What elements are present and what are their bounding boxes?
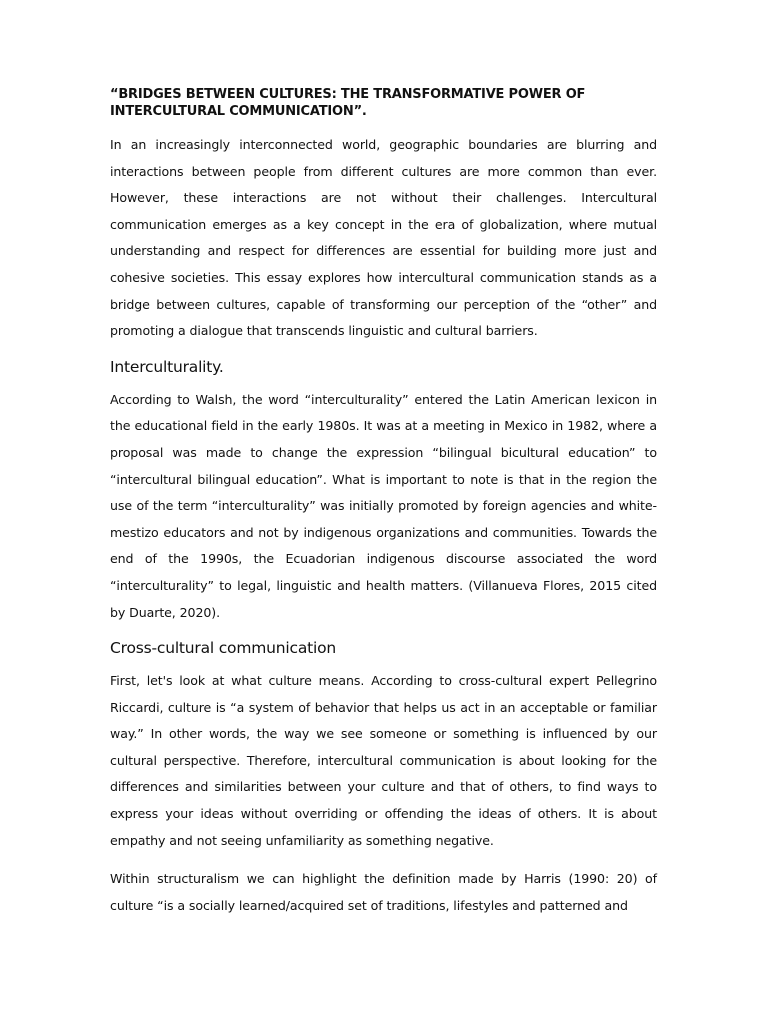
document-title: “BRIDGES BETWEEN CULTURES: THE TRANSFORMATIVE POWER OF INTERCULTURAL COMMUNICATION”.: [110, 87, 586, 119]
cross-cultural-paragraph-1: First, let's look at what culture means. According to cross-cultural expert Pellegrino Riccardi, culture is “a system of behavior that helps us act in an acceptable or familiar way.” In other words, the way we see someone or something is influenced by our cultural perspective. Therefore, intercultural communication is about looking for the differences and similarities between your culture and that of others, to find ways to express your ideas without overriding or offending the ideas of others. It is about empathy and not seeing unfamiliarity as something negative.: [110, 673, 657, 848]
cross-cultural-paragraph-2: Within structuralism we can highlight the definition made by Harris (1990: 20) of culture “is a socially learned/acquired set of traditions, lifestyles and patterned and: [110, 871, 657, 913]
intro-paragraph: In an increasingly interconnected world, geographic boundaries are blurring and interactions between people from different cultures are more common than ever. However, these interactions are not without their challenges. Intercultural communication emerges as a key concept in the era of globalization, where mutual understanding and respect for differences are essential for building more just and cohesive societies. This essay explores how intercultural communication stands as a bridge between cultures, capable of transforming our perception of the “other” and promoting a dialogue that transcends linguistic and cultural barriers.: [110, 137, 657, 339]
section-heading-interculturality: Interculturality.: [110, 357, 224, 376]
interculturality-paragraph: According to Walsh, the word “interculturality” entered the Latin American lexicon in the educational field in the early 1980s. It was at a meeting in Mexico in 1982, where a proposal was made to change the expression “bilingual bicultural education” to “intercultural bilingual education”. What is important to note is that in the region the use of the term “interculturality” was initially promoted by foreign agencies and white-mestizo educators and not by indigenous organizations and communities. Towards the end of the 1990s, the Ecuadorian indigenous discourse associated the word “interculturality” to legal, linguistic and health matters. (Villanueva Flores, 2015 cited by Duarte, 2020).: [110, 391, 657, 620]
section-heading-cross-cultural: Cross-cultural communication: [110, 639, 337, 658]
document-page: [110, 86, 657, 931]
